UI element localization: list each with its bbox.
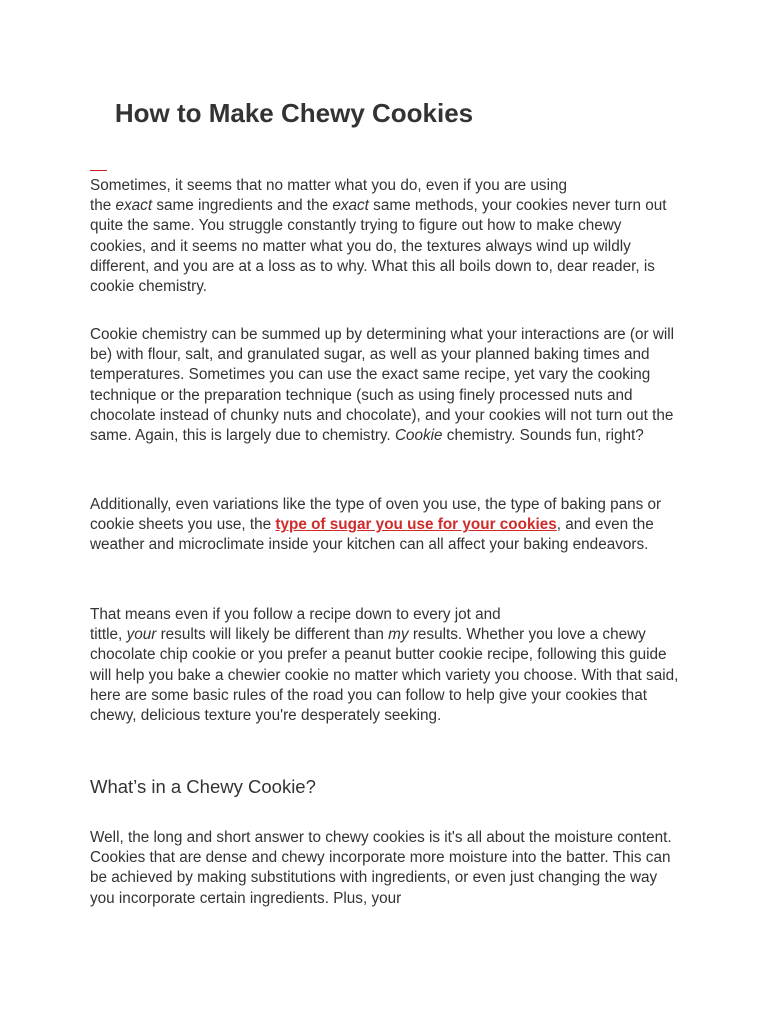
paragraph-chemistry [90, 325, 680, 446]
paragraph-variations [90, 495, 680, 556]
paragraph-text: same ingredients and the [152, 197, 333, 215]
paragraph-text: Additionally, even variations like the type of oven you use, the type of baking pans or cookie sheets you use, the [90, 496, 662, 534]
paragraph-text: tittle, [90, 626, 127, 644]
paragraph-text: Cookie chemistry can be summed up by determining what your interactions are (or will be) with flour, salt, and granulated sugar, as well as your planned baking times and temperatures. Sometimes you can use the exact same recipe, yet vary the cooking technique or the preparation technique (such as using finely processed nuts and chocolate instead of chunky nuts and chocolate), and your cookies will not turn out the same. Again, this is largely due to chemistry. [90, 326, 675, 445]
paragraph-moisture [90, 828, 680, 909]
paragraph-recipe [90, 605, 680, 726]
paragraph-text: results will likely be different than [156, 626, 389, 644]
paragraph-text: results. Whether you love a chewy chocolate chip cookie or you prefer a peanut butter cookie recipe, following this guide will help you bake a chewier cookie no matter which variety you choose. With that said, here are some basic rules of the road you can follow to help give your cookies that chewy, delicious texture you're desperately seeking. [90, 626, 679, 725]
emphasis-text: Cookie [394, 427, 443, 445]
paragraph-text: That means even if you follow a recipe down to every jot and [90, 606, 501, 623]
emphasis-text: my [388, 626, 409, 644]
sugar-type-link[interactable]: type of sugar you use for your cookies [275, 516, 557, 534]
page-title: How to Make Chewy Cookies [114, 98, 474, 128]
emphasis-text: exact [115, 197, 153, 215]
paragraph-text: same methods, your cookies never turn out quite the same. You struggle constantly trying to figure out how to make chewy cookies, and it seems no matter what you do, the textures always wind up wildly different, and you are at a loss as to why. What this all boils down to, dear reader, is cookie chemistry. [90, 197, 667, 296]
paragraph-text: , and even the weather and microclimate inside your kitchen can all affect your baking endeavors. [90, 516, 654, 554]
paragraph-text: Sometimes, it seems that no matter what you do, even if you are using [90, 177, 567, 194]
emphasis-text: exact [332, 197, 369, 215]
paragraph-intro [90, 176, 680, 297]
red-underline-mark [90, 170, 107, 171]
paragraph-text: Well, the long and short answer to chewy cookies is it's all about the moisture content. Cookies that are dense and chewy incorporate more moisture into the batter. This can be achieved by making substitutions with ingredients, or even just changing the way you incorporate certain ingredients. Plus, your [90, 829, 672, 907]
paragraph-text: chemistry. Sounds fun, right? [442, 427, 644, 445]
paragraph-text: the [90, 197, 116, 215]
emphasis-text: your [126, 626, 157, 644]
section-heading: What’s in a Chewy Cookie? [90, 776, 316, 797]
